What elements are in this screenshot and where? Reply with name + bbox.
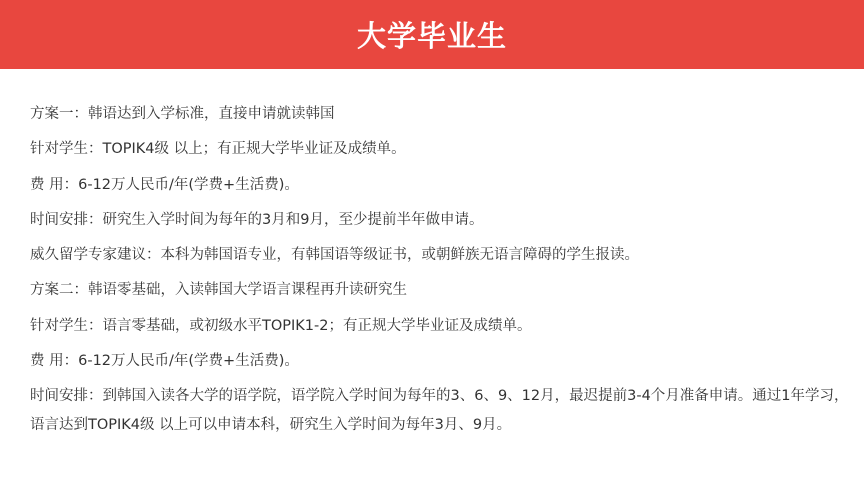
plan-one-title: 方案一：韩语达到入学标准，直接申请就读韩国 — [30, 106, 335, 122]
plan-two-cost: 费 用：6-12万人民币/年(学费+生活费)。 — [30, 353, 299, 370]
content-body — [30, 104, 850, 456]
expert-advice: 威久留学专家建议：本科为韩国语专业，有韩国语等级证书，或朝鲜族无语言障碍的学生报读。 — [30, 247, 639, 264]
header-banner — [0, 0, 864, 69]
plan-two-schedule: 时间安排：到韩国入读各大学的语学院，语学院入学时间为每年的3、6、9、12月，最迟提前3-4个月准备申请。通过1年学习，语言达到TOPIK4级 以上可以申请本科，研究生入学时间为每年3月、9月。 — [30, 388, 849, 434]
page-title: 大学毕业生 — [356, 19, 507, 53]
plan-two-target-students: 针对学生：语言零基础，或初级水平TOPIK1-2；有正规大学毕业证及成绩单。 — [30, 317, 532, 334]
plan-two-title: 方案二：韩语零基础，入读韩国大学语言课程再升读研究生 — [30, 282, 407, 299]
plan-one-target-students: 针对学生：TOPIK4级 以上；有正规大学毕业证及成绩单。 — [30, 141, 406, 158]
plan-one-cost: 费 用：6-12万人民币/年(学费+生活费)。 — [30, 176, 299, 193]
plan-one-schedule: 时间安排：研究生入学时间为每年的3月和9月，至少提前半年做申请。 — [30, 211, 484, 228]
